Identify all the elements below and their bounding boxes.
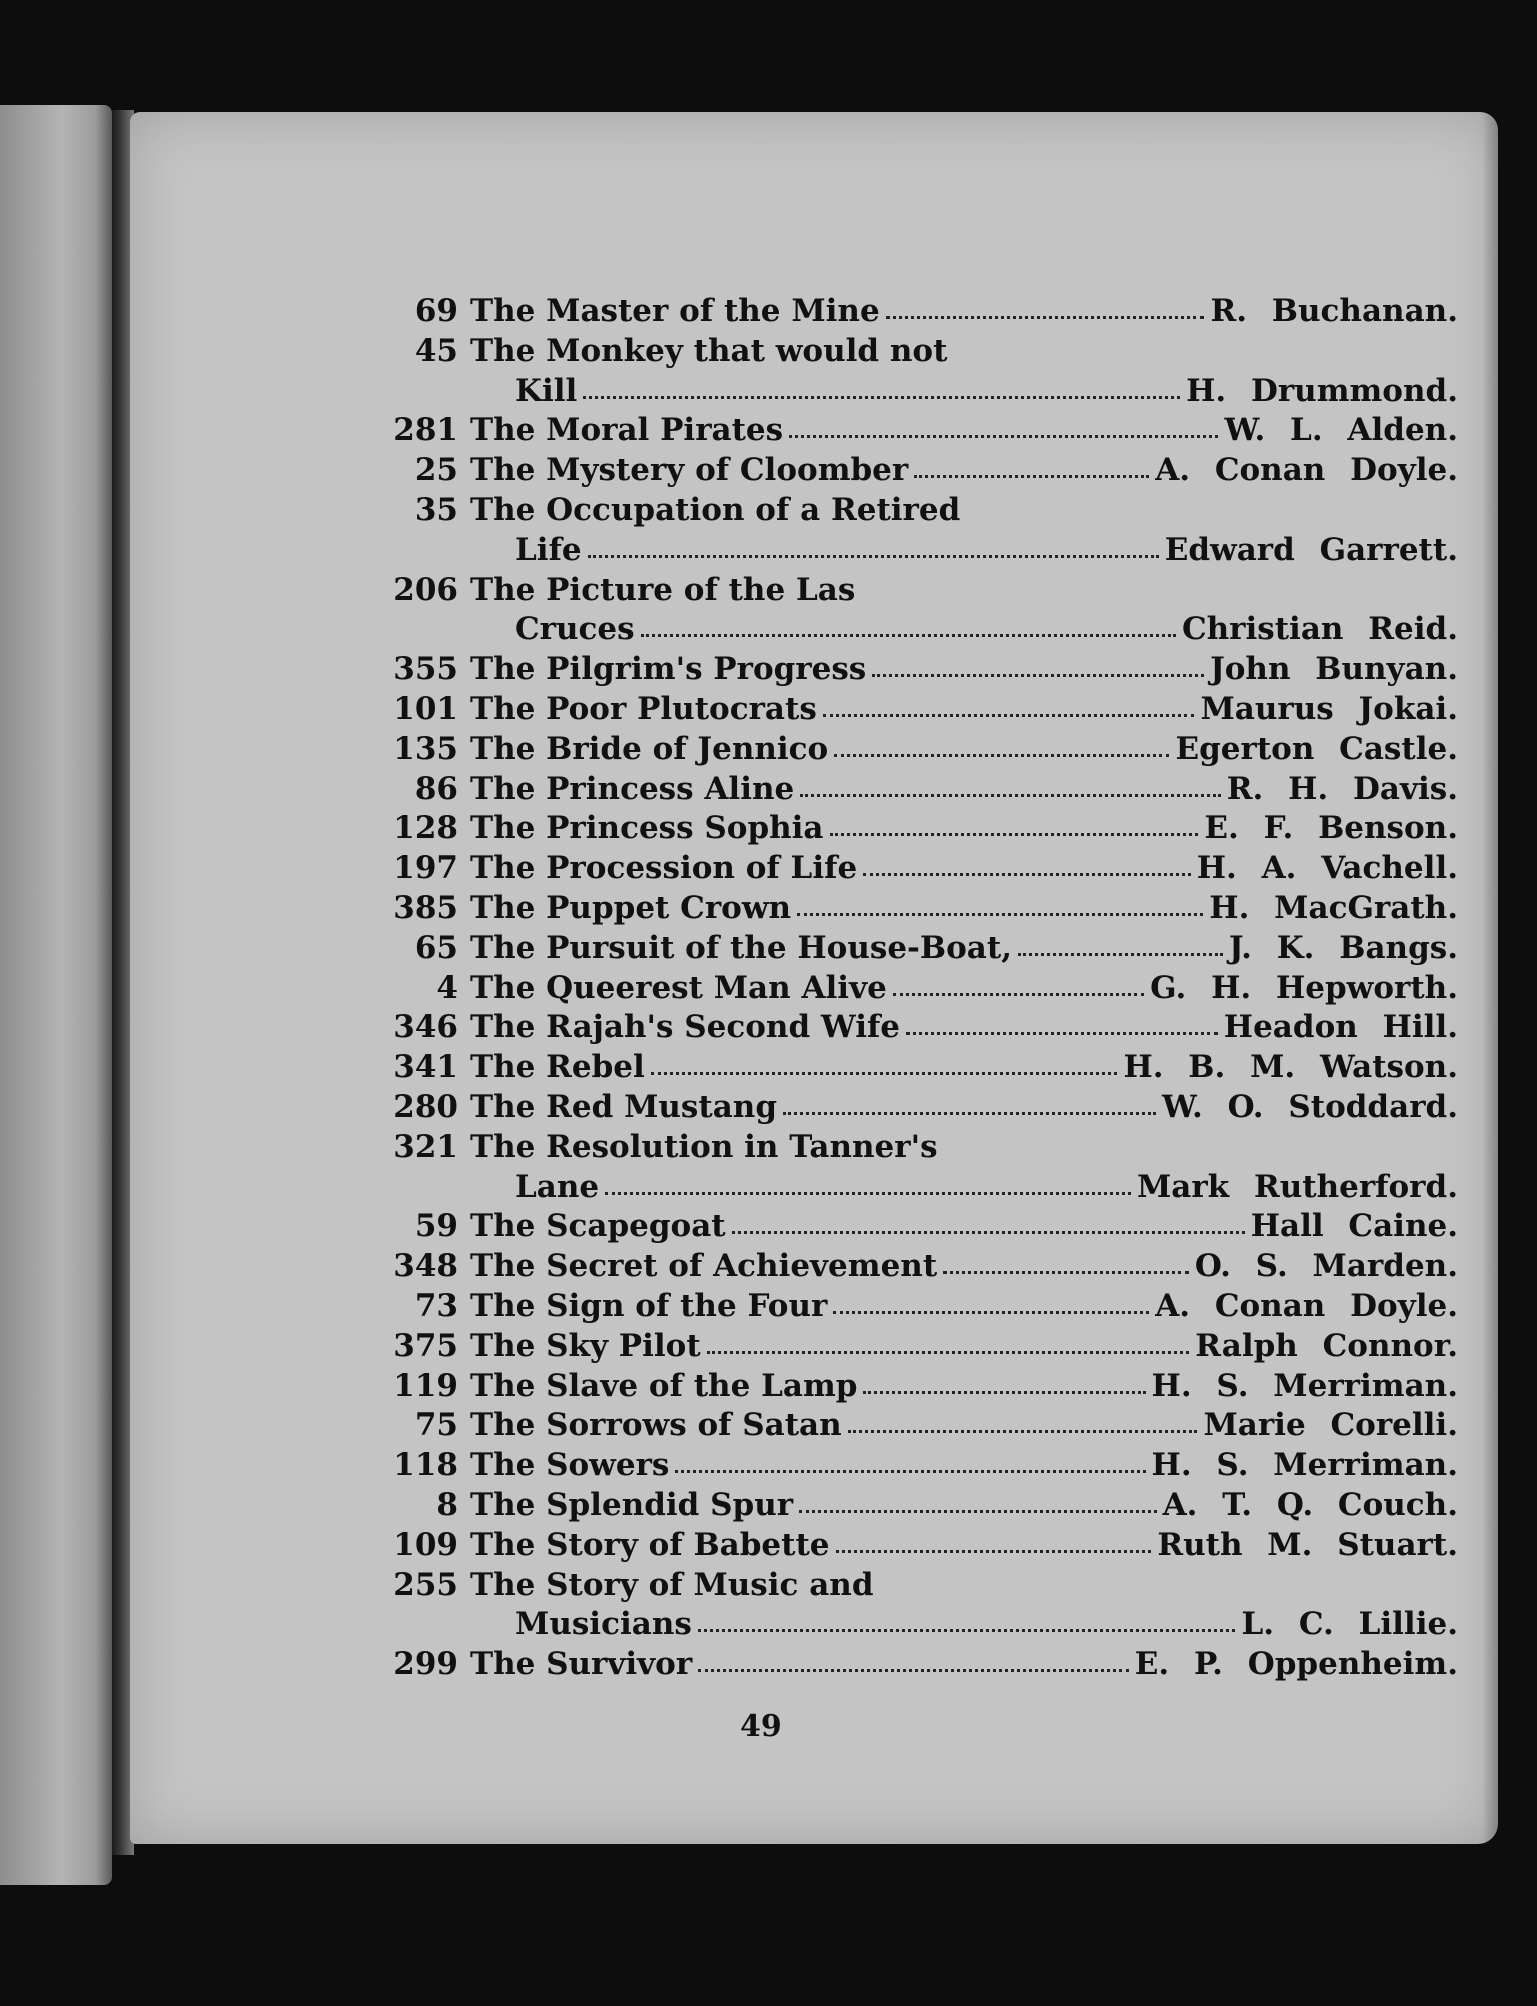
- entry-number: 119: [393, 1367, 458, 1404]
- dotted-leader: [800, 794, 1221, 797]
- entry-title: The Sorrows of Satan: [470, 1407, 842, 1444]
- entry-author: W. O. Stoddard.: [1162, 1088, 1458, 1125]
- dotted-leader: [797, 913, 1203, 916]
- catalog-entry-continuation: [130, 1605, 1498, 1645]
- dotted-leader: [906, 1032, 1218, 1035]
- entry-author: Headon Hill.: [1223, 1009, 1458, 1046]
- entry-title-continuation: Musicians: [515, 1606, 692, 1643]
- catalog-entry: [130, 1247, 1498, 1287]
- dotted-leader: [732, 1231, 1245, 1234]
- entry-author: G. H. Hepworth.: [1150, 969, 1458, 1006]
- entry-title: The Survivor: [470, 1646, 693, 1683]
- entry-author: A. T. Q. Couch.: [1162, 1486, 1458, 1523]
- entry-title: The Bride of Jennico: [470, 730, 829, 767]
- entry-title: The Slave of the Lamp: [470, 1367, 858, 1404]
- entry-title: The Occupation of a Retired: [470, 491, 961, 528]
- entry-author: Hall Caine.: [1250, 1208, 1458, 1245]
- entry-number: 385: [393, 889, 458, 926]
- entry-title: The Princess Aline: [470, 770, 795, 807]
- entry-title: The Sky Pilot: [470, 1327, 701, 1364]
- entry-title: The Pursuit of the House-Boat,: [470, 929, 1012, 966]
- entry-author: O. S. Marden.: [1194, 1248, 1458, 1285]
- catalog-entry: [130, 1048, 1498, 1088]
- entry-number: 75: [414, 1407, 458, 1444]
- entry-title: The Poor Plutocrats: [470, 690, 817, 727]
- catalog-entry: [130, 1367, 1498, 1407]
- catalog-entry: [130, 1327, 1498, 1367]
- entry-title: The Master of the Mine: [470, 293, 880, 329]
- entry-title: The Procession of Life: [470, 850, 858, 887]
- catalog-entry: [130, 1446, 1498, 1486]
- catalog-entry: [130, 650, 1498, 690]
- dotted-leader: [698, 1669, 1129, 1672]
- entry-number: 321: [393, 1128, 458, 1165]
- entry-title: The Story of Music and: [470, 1566, 874, 1603]
- dotted-leader: [830, 833, 1199, 836]
- catalog-entry: [130, 730, 1498, 770]
- entry-number: 109: [393, 1526, 458, 1563]
- entry-author: Marie Corelli.: [1203, 1407, 1458, 1444]
- dotted-leader: [834, 754, 1169, 757]
- catalog-entry: [130, 332, 1498, 372]
- catalog-entry: [130, 1486, 1498, 1526]
- dotted-leader: [848, 1430, 1198, 1433]
- dotted-leader: [893, 993, 1144, 996]
- dotted-leader: [651, 1072, 1118, 1075]
- catalog-entry: [130, 491, 1498, 531]
- catalog-entry: [130, 1287, 1498, 1327]
- entry-title-continuation: Lane: [515, 1168, 600, 1205]
- entry-title-continuation: Cruces: [515, 611, 635, 648]
- entry-number: 8: [436, 1486, 458, 1523]
- entry-author: L. C. Lillie.: [1241, 1606, 1458, 1643]
- dotted-leader: [641, 634, 1176, 637]
- entry-author: Christian Reid.: [1181, 611, 1458, 648]
- catalog-entry-continuation: [130, 1168, 1498, 1208]
- catalog-entry: [130, 929, 1498, 969]
- catalog-entry: [130, 571, 1498, 611]
- entry-number: 59: [414, 1208, 458, 1245]
- entry-number: 73: [414, 1287, 458, 1324]
- catalog-entry: [130, 1008, 1498, 1048]
- dotted-leader: [799, 1510, 1156, 1513]
- entry-number: 118: [393, 1447, 458, 1484]
- page-number: 49: [740, 1709, 782, 1744]
- entry-author: Mark Rutherford.: [1136, 1168, 1458, 1205]
- entry-number: 280: [393, 1088, 458, 1125]
- dotted-leader: [886, 316, 1205, 319]
- dotted-leader: [583, 396, 1180, 399]
- entry-number: 197: [393, 850, 458, 887]
- entry-author: W. L. Alden.: [1224, 412, 1458, 449]
- entry-author: H. A. Vachell.: [1196, 850, 1458, 887]
- catalog-entry: [130, 849, 1498, 889]
- left-page-edge: [0, 105, 112, 1885]
- catalog-entry: [130, 889, 1498, 929]
- catalog-entry-list: [130, 292, 1498, 1685]
- entry-author: John Bunyan.: [1210, 651, 1458, 688]
- entry-number: 45: [414, 332, 458, 369]
- entry-author: E. P. Oppenheim.: [1134, 1646, 1458, 1683]
- catalog-entry: [130, 411, 1498, 451]
- entry-number: 128: [393, 810, 458, 847]
- dotted-leader: [914, 475, 1149, 478]
- dotted-leader: [1018, 953, 1223, 956]
- dotted-leader: [605, 1192, 1131, 1195]
- entry-title: The Scapegoat: [470, 1208, 726, 1245]
- entry-number: 86: [414, 770, 458, 807]
- entry-author: H. B. M. Watson.: [1123, 1049, 1458, 1086]
- catalog-entry-continuation: [130, 372, 1498, 412]
- entry-author: J. K. Bangs.: [1228, 929, 1458, 966]
- entry-title: The Queerest Man Alive: [470, 969, 887, 1006]
- dotted-leader: [823, 714, 1195, 717]
- dotted-leader: [833, 1311, 1149, 1314]
- entry-author: R. H. Davis.: [1226, 770, 1458, 807]
- entry-author: E. F. Benson.: [1204, 810, 1458, 847]
- entry-number: 25: [414, 452, 458, 489]
- catalog-entry: [130, 809, 1498, 849]
- entry-author: H. S. Merriman.: [1151, 1447, 1458, 1484]
- catalog-entry: [130, 1207, 1498, 1247]
- entry-number: 35: [414, 491, 458, 528]
- entry-number: 355: [393, 651, 458, 688]
- entry-author: H. Drummond.: [1186, 372, 1458, 409]
- entry-author: Ralph Connor.: [1195, 1327, 1458, 1364]
- catalog-entry: [130, 1526, 1498, 1566]
- entry-author: Ruth M. Stuart.: [1157, 1526, 1458, 1563]
- entry-title: The Resolution in Tanner's: [470, 1128, 938, 1165]
- entry-title: The Puppet Crown: [470, 889, 792, 926]
- entry-number: 375: [393, 1327, 458, 1364]
- entry-title: The Splendid Spur: [470, 1486, 794, 1523]
- entry-title: The Monkey that would not: [470, 332, 948, 369]
- entry-author: Maurus Jokai.: [1200, 690, 1458, 727]
- entry-number: 4: [436, 969, 458, 1006]
- entry-title: The Sign of the Four: [470, 1287, 828, 1324]
- dotted-leader: [943, 1271, 1189, 1274]
- entry-author: R. Buchanan.: [1210, 293, 1458, 329]
- entry-author: H. S. Merriman.: [1151, 1367, 1458, 1404]
- entry-title: The Secret of Achievement: [470, 1248, 938, 1285]
- catalog-entry-continuation: [130, 610, 1498, 650]
- catalog-entry: [130, 1128, 1498, 1168]
- catalog-entry: [130, 1088, 1498, 1128]
- catalog-entry: [130, 1645, 1498, 1685]
- entry-number: 255: [393, 1566, 458, 1603]
- entry-title-continuation: Life: [515, 531, 582, 568]
- entry-number: 206: [393, 571, 458, 608]
- entry-number: 299: [393, 1646, 458, 1683]
- dotted-leader: [863, 873, 1191, 876]
- entry-title: The Sowers: [470, 1447, 670, 1484]
- dotted-leader: [698, 1629, 1236, 1632]
- catalog-entry: [130, 969, 1498, 1009]
- entry-author: A. Conan Doyle.: [1155, 452, 1458, 489]
- entry-number: 65: [414, 929, 458, 966]
- catalog-entry-continuation: [130, 531, 1498, 571]
- dotted-leader: [863, 1391, 1145, 1394]
- dotted-leader: [872, 674, 1204, 677]
- entry-title: The Rebel: [470, 1049, 645, 1086]
- entry-number: 101: [393, 690, 458, 727]
- entry-number: 69: [414, 293, 458, 329]
- entry-number: 135: [393, 730, 458, 767]
- dotted-leader: [675, 1470, 1145, 1473]
- catalog-entry: [130, 451, 1498, 491]
- entry-number: 341: [393, 1049, 458, 1086]
- entry-number: 348: [393, 1248, 458, 1285]
- entry-title: The Red Mustang: [470, 1088, 778, 1125]
- entry-title: The Picture of the Las: [470, 571, 856, 608]
- entry-number: 346: [393, 1009, 458, 1046]
- entry-title: The Mystery of Cloomber: [470, 452, 909, 489]
- dotted-leader: [707, 1351, 1190, 1354]
- entry-number: 281: [393, 412, 458, 449]
- entry-author: A. Conan Doyle.: [1155, 1287, 1458, 1324]
- catalog-entry: [130, 1566, 1498, 1606]
- catalog-entry: [130, 690, 1498, 730]
- dotted-leader: [588, 555, 1159, 558]
- entry-title: The Princess Sophia: [470, 810, 824, 847]
- dotted-leader: [836, 1550, 1152, 1553]
- catalog-entry: [130, 770, 1498, 810]
- entry-author: H. MacGrath.: [1209, 889, 1458, 926]
- entry-author: Egerton Castle.: [1175, 730, 1458, 767]
- entry-title-continuation: Kill: [515, 372, 578, 409]
- catalog-entry: [130, 1406, 1498, 1446]
- entry-title: The Rajah's Second Wife: [470, 1009, 901, 1046]
- catalog-page: [130, 112, 1498, 1844]
- catalog-entry: [130, 292, 1498, 332]
- dotted-leader: [783, 1112, 1156, 1115]
- dotted-leader: [789, 435, 1218, 438]
- entry-author: Edward Garrett.: [1164, 531, 1458, 568]
- entry-title: The Moral Pirates: [470, 412, 784, 449]
- entry-title: The Story of Babette: [470, 1526, 830, 1563]
- entry-title: The Pilgrim's Progress: [470, 651, 867, 688]
